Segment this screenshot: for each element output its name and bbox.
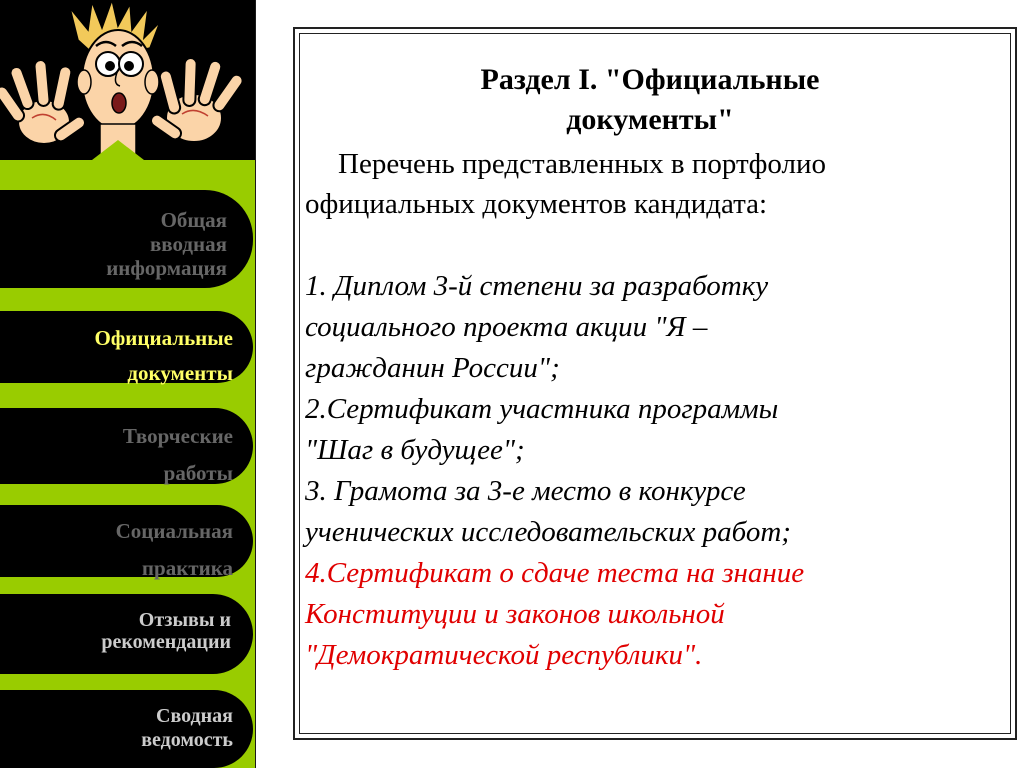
intro-line: официальных документов кандидата: (305, 188, 768, 220)
list-item-line: "Шаг в будущее"; (305, 434, 525, 466)
documents-list (305, 266, 1005, 676)
nav-label-line: документы (127, 361, 233, 385)
nav-social-practice[interactable] (0, 505, 253, 580)
list-item-line: 2.Сертификат участника программы (305, 393, 779, 425)
intro-line: Перечень представленных в портфолио (338, 148, 827, 180)
list-item-line: 3. Грамота за 3-е место в конкурсе (305, 475, 746, 507)
nav-label-line: Официальные (94, 326, 233, 350)
list-item-line: социального проекта акции "Я – (305, 311, 708, 343)
nav-label-line: рекомендации (101, 631, 231, 653)
list-item (305, 553, 1005, 676)
list-item-line: гражданин России"; (305, 352, 560, 384)
nav-label-line: вводная (149, 232, 227, 256)
nav-summary-sheet[interactable] (0, 690, 253, 768)
list-item (305, 389, 1005, 471)
nav-creative-works[interactable] (0, 408, 253, 484)
intro-text (305, 144, 985, 224)
list-item (305, 266, 1005, 389)
nav-label-line: Творческие (122, 424, 233, 448)
scared-cartoon-character-icon (0, 0, 255, 160)
nav-general-info[interactable] (0, 190, 253, 288)
sidebar (0, 0, 256, 768)
section-title (300, 60, 1000, 140)
nav-label-line: Сводная (156, 705, 233, 727)
nav-label-line: Социальная (115, 519, 233, 543)
list-item-line: Конституции и законов школьной (305, 598, 725, 630)
nav-label-line: ведомость (141, 729, 233, 751)
list-item-line: ученических исследовательских работ; (305, 516, 791, 548)
list-item-line: "Демократической республики". (305, 639, 703, 671)
cartoon-header (0, 0, 255, 160)
list-item-line: 4.Сертификат о сдаче теста на знание (305, 557, 805, 589)
nav-label-line: практика (141, 556, 233, 580)
nav-label-line: работы (163, 461, 233, 485)
list-item-line: 1. Диплом 3-й степени за разработку (305, 270, 769, 302)
nav-label-line: Общая (160, 208, 227, 232)
nav-reviews-recommendations[interactable] (0, 594, 253, 674)
nav-label-line: Отзывы и (138, 609, 231, 631)
title-line: документы" (566, 103, 734, 136)
list-item (305, 471, 1005, 553)
title-line: Раздел I. "Официальные (480, 63, 820, 96)
nav-official-documents[interactable] (0, 311, 253, 383)
nav-label-line: информация (106, 256, 227, 280)
